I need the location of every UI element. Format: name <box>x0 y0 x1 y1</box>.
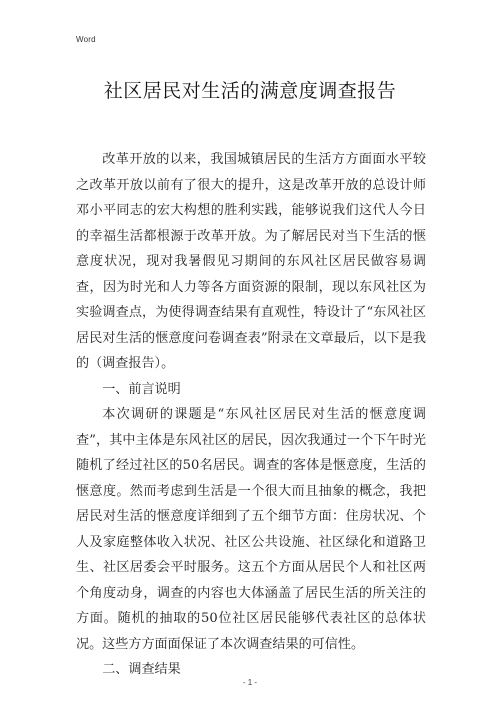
header-label: Word <box>76 35 96 44</box>
section-heading-results: 二、调查结果 <box>102 662 181 677</box>
intro-paragraph: 改革开放的以来，我国城镇居民的生活方方面面水平较之改革开放以前有了很大的提升，这是改革开放的总设计师邓小平同志的宏大构想的胜利实践，能够说我们这代人今日的幸福生活都根源于改革开放。为了解居民对当下生活的惬意度状况，现对我暑假见习期间的东风社区居民做容易调查，因为时光和人力等各方面资源的限制，现以东风社区为实验调查点，为使得调查结果有直观性，特设计了“东风社区居民对生活的惬意度问卷调查表”附录在文章最后，以下是我的（调查报告）。 <box>76 152 426 371</box>
document-title: 社区居民对生活的满意度调查报告 <box>103 80 397 102</box>
section-heading-preface: 一、前言说明 <box>102 381 181 397</box>
document-body <box>76 147 426 683</box>
preface-paragraph: 本次调研的课题是“东风社区居民对生活的惬意度调查”，其中主体是东风社区的居民，因次我通过一个下午时光随机了经过社区的50名居民。调查的客体是惬意度，生活的惬意度。然而考虑到生活是一个很大而且抽象的概念，我把居民对生活的惬意度详细到了五个细节方面：住房状况、个人及家庭整体收入状况、社区公共设施、社区绿化和道路卫生、社区居委会平时服务。这五个方面从居民个人和社区两个角度动身，调查的内容也大体涵盖了居民生活的所关注的方面。随机的抽取的50位社区居民能够代表社区的总体状况。这些方方面面保证了本次调查结果的可信性。 <box>76 407 426 652</box>
page-number: - 1 - <box>242 678 258 687</box>
